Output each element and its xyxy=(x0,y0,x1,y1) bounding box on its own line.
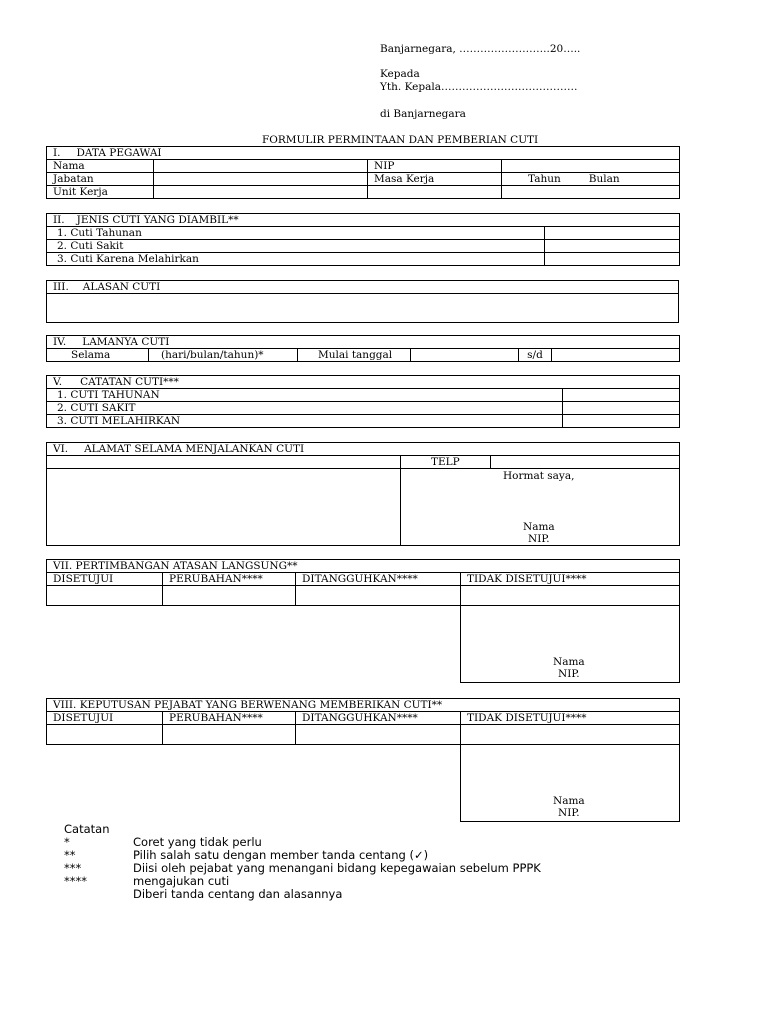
section-heading: VIII. KEPUTUSAN PEJABAT YANG BERWENANG MEMBERIKAN CUTI** xyxy=(47,699,680,712)
note-item: *** Diisi oleh pejabat yang menangani bidang kepegawaian sebelum PPPK xyxy=(64,861,541,875)
label-nama: Nama xyxy=(47,160,154,173)
section-leave-reason xyxy=(46,280,679,323)
field-leave-reason[interactable] xyxy=(47,294,679,323)
note-item: ** Pilih salah satu dengan member tanda centang (✓) xyxy=(64,848,429,862)
field-nama[interactable] xyxy=(154,160,368,173)
section-heading: V. CATATAN CUTI*** xyxy=(47,376,680,389)
note-item: * Coret yang tidak perlu xyxy=(64,835,262,849)
signature-box xyxy=(461,745,680,822)
field-end-date[interactable] xyxy=(552,349,680,362)
field-jabatan[interactable] xyxy=(154,173,368,186)
signature-box xyxy=(461,606,680,683)
field-start-date[interactable] xyxy=(411,349,519,362)
check-rejected[interactable] xyxy=(461,725,680,745)
field-telp[interactable] xyxy=(491,456,680,469)
label-until: s/d xyxy=(519,349,552,362)
field-empty[interactable] xyxy=(502,186,680,199)
field-unit-kerja[interactable] xyxy=(154,186,368,199)
section-heading: IV. LAMANYA CUTI xyxy=(47,336,680,349)
leave-type-item: 1. Cuti Tahunan xyxy=(47,227,545,240)
leave-note-item: 2. CUTI SAKIT xyxy=(47,402,563,415)
label-signer-nip: NIP. xyxy=(558,668,580,680)
label-telp: TELP xyxy=(401,456,491,469)
leave-note-item: 3. CUTI MELAHIRKAN xyxy=(47,415,563,428)
notes-section xyxy=(64,823,541,901)
option-approved: DISETUJUI xyxy=(47,712,163,725)
label-signer-name: Nama xyxy=(553,795,585,807)
section-heading: III. ALASAN CUTI xyxy=(47,281,679,294)
check-postponed[interactable] xyxy=(296,586,461,606)
check-changed[interactable] xyxy=(163,725,296,745)
label-start-date: Mulai tanggal xyxy=(298,349,411,362)
field-nip[interactable] xyxy=(502,160,680,173)
check-rejected[interactable] xyxy=(461,586,680,606)
label-signer-name: Nama xyxy=(523,521,555,533)
leave-type-check[interactable] xyxy=(545,227,680,240)
section-leave-duration xyxy=(46,335,680,362)
form-title: FORMULIR PERMINTAAN DAN PEMBERIAN CUTI xyxy=(262,134,539,146)
label-jabatan: Jabatan xyxy=(47,173,154,186)
leave-type-item: 3. Cuti Karena Melahirkan xyxy=(47,253,545,266)
label-nip: NIP xyxy=(368,160,502,173)
label-unit-kerja: Unit Kerja xyxy=(47,186,154,199)
option-changed: PERUBAHAN**** xyxy=(163,712,296,725)
label-bulan: Bulan xyxy=(588,173,620,185)
label-masa-kerja: Masa Kerja xyxy=(368,173,502,186)
option-changed: PERUBAHAN**** xyxy=(163,573,296,586)
section-employee-data xyxy=(46,146,680,199)
section-heading: VI. ALAMAT SELAMA MENJALANKAN CUTI xyxy=(47,443,680,456)
check-approved[interactable] xyxy=(47,725,163,745)
leave-note-value[interactable] xyxy=(563,415,680,428)
section-official-decision xyxy=(46,698,680,822)
field-address[interactable] xyxy=(47,469,401,546)
addressee-location: di Banjarnegara xyxy=(380,108,466,120)
note-item: **** mengajukan cuti xyxy=(64,874,230,888)
field-empty[interactable] xyxy=(368,186,502,199)
check-approved[interactable] xyxy=(47,586,163,606)
check-postponed[interactable] xyxy=(296,725,461,745)
label-signer-nip: NIP. xyxy=(558,807,580,819)
label-duration-unit: (hari/bulan/tahun)* xyxy=(149,349,298,362)
note-item: Diberi tanda centang dan alasannya xyxy=(133,887,343,901)
signature-box xyxy=(401,469,680,546)
field-masa-kerja[interactable] xyxy=(502,173,680,186)
leave-type-check[interactable] xyxy=(545,240,680,253)
section-address xyxy=(46,442,680,546)
label-signer-name: Nama xyxy=(553,656,585,668)
label-signer-nip: NIP. xyxy=(528,533,550,545)
leave-note-value[interactable] xyxy=(563,402,680,415)
option-approved: DISETUJUI xyxy=(47,573,163,586)
section-heading: VII. PERTIMBANGAN ATASAN LANGSUNG** xyxy=(47,560,680,573)
option-rejected: TIDAK DISETUJUI**** xyxy=(461,573,680,586)
leave-note-item: 1. CUTI TAHUNAN xyxy=(47,389,563,402)
leave-note-value[interactable] xyxy=(563,389,680,402)
label-hormat: Hormat saya, xyxy=(503,470,575,482)
section-leave-type xyxy=(46,213,680,266)
section-supervisor-consideration xyxy=(46,559,680,683)
label-selama: Selama xyxy=(47,349,149,362)
option-postponed: DITANGGUHKAN**** xyxy=(296,573,461,586)
notes-title: Catatan xyxy=(64,822,110,836)
leave-type-check[interactable] xyxy=(545,253,680,266)
check-changed[interactable] xyxy=(163,586,296,606)
label-tahun: Tahun xyxy=(528,173,561,185)
addressee-recipient: Yth. Kepala………………………………… xyxy=(380,81,578,93)
option-postponed: DITANGGUHKAN**** xyxy=(296,712,461,725)
section-heading: II. JENIS CUTI YANG DIAMBIL** xyxy=(47,214,680,227)
option-rejected: TIDAK DISETUJUI**** xyxy=(461,712,680,725)
leave-type-item: 2. Cuti Sakit xyxy=(47,240,545,253)
addressee-to: Kepada xyxy=(380,68,420,80)
section-leave-notes xyxy=(46,375,680,428)
place-date: Banjarnegara, ……………………..20….. xyxy=(380,43,581,55)
section-heading: I. DATA PEGAWAI xyxy=(47,147,680,160)
